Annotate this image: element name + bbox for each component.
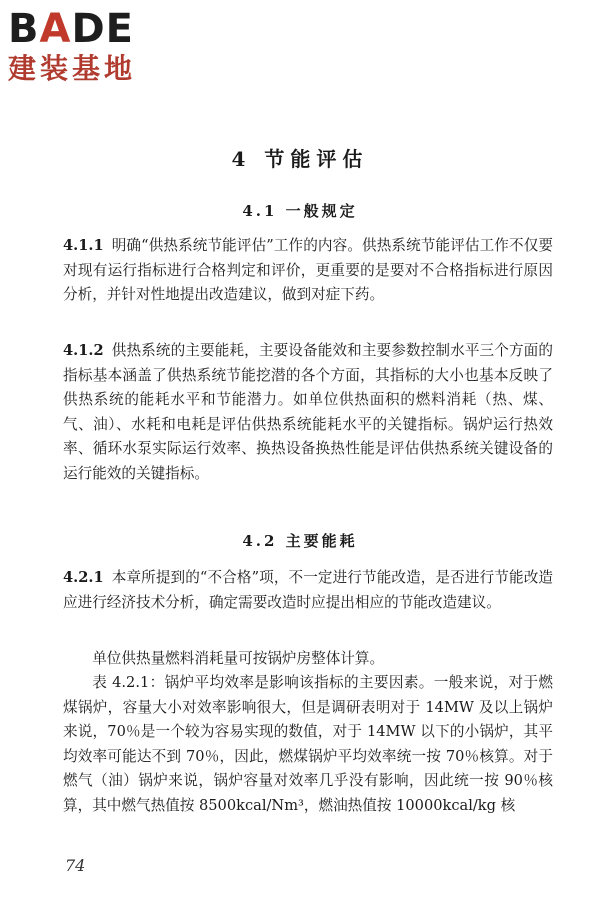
paragraph-4-1-2 — [63, 339, 553, 486]
logo — [8, 6, 136, 86]
logo-wordmark: BADE — [8, 6, 134, 52]
clause-text: 本章所提到的“不合格”项，不一定进行节能改造，是否进行节能改造应进行经济技术分析，确定需要改造时应提出相应的节能改造建议。 — [63, 569, 553, 611]
paragraph-table-4-2-1: 表 4.2.1：锅炉平均效率是影响该指标的主要因素。一般来说，对于燃煤锅炉，容量大小对效率影响很大，但是调研表明对于 14MW 及以上锅炉来说，70％是一个较为容易实现的数值，对于 14MW 以下的小锅炉，其平均效率可能达不到 70％，因此，燃煤锅炉平均效率统一按 70％核算。对于燃气（油）锅炉来说，锅炉容量对效率几乎没有影响，因此统一按 90％核算，其中燃气热值按 8500kcal/Nm³，燃油热值按 10000kcal/kg 核 — [63, 674, 553, 814]
section-heading-4-1: 4.1 一般规定 — [242, 202, 358, 220]
clause-text: 供热系统的主要能耗，主要设备能效和主要参数控制水平三个方面的指标基本涵盖了供热系统节能挖潜的各个方面，其指标的大小也基本反映了供热系统的能耗水平和节能潜力。如单位供热面积的燃料消耗（热、煤、气、油）、水耗和电耗是评估供热系统能耗水平的关键指标。锅炉运行热效率、循环水泵实际运行效率、换热设备换热性能是评估供热系统关键设备的运行能效的关键指标。 — [63, 342, 553, 482]
paragraph-4-2-1 — [63, 566, 553, 615]
section-heading-4-2: 4.2 主要能耗 — [242, 532, 358, 550]
logo-accent-letter: A — [39, 6, 72, 52]
clause-number: 4.1.1 — [63, 237, 104, 254]
clause-number: 4.1.2 — [63, 342, 104, 359]
paragraph-fuel-consumption: 单位供热量燃料消耗量可按锅炉房整体计算。 — [92, 650, 385, 667]
clause-number: 4.2.1 — [63, 569, 104, 586]
paragraph-4-1-1 — [63, 234, 553, 308]
clause-text: 明确“供热系统节能评估”工作的内容。供热系统节能评估工作不仅要对现有运行指标进行合格判定和评价，更重要的是要对不合格指标进行原因分析，并针对性地提出改造建议，做到对症下药。 — [63, 237, 553, 303]
page-number: 74 — [65, 856, 86, 875]
logo-subtitle: 建装基地 — [8, 52, 137, 85]
chapter-title: 4 节能评估 — [231, 147, 369, 171]
